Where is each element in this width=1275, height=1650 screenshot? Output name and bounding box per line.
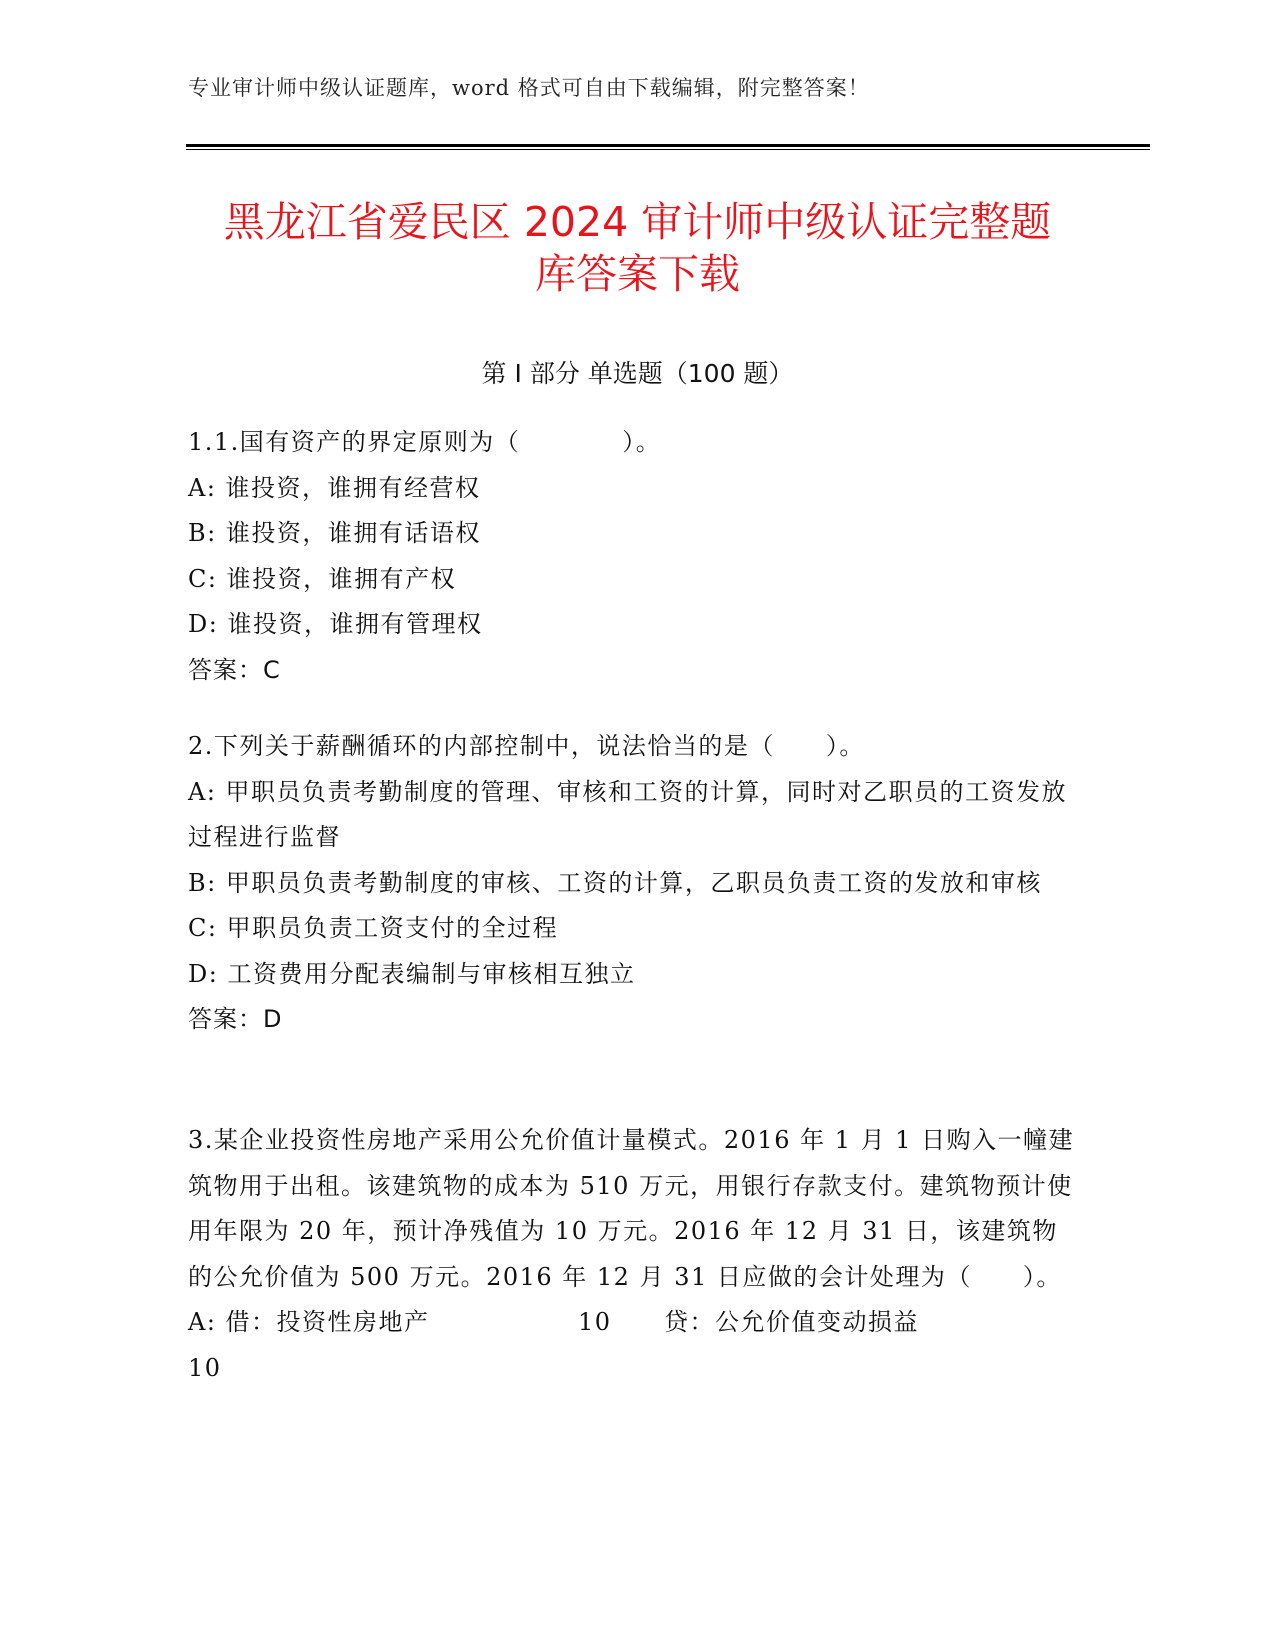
option-c: C: 甲职员负责工资支付的全过程 <box>188 914 559 942</box>
option-a: A: 谁投资，谁拥有经营权 <box>188 473 481 502</box>
question-stem: 2.下列关于薪酬循环的内部控制中，说法恰当的是（ ）。 <box>188 732 865 760</box>
answer: 答案：D <box>188 1005 283 1033</box>
question-1 <box>188 420 1078 693</box>
answer: 答案：C <box>188 655 281 684</box>
option-c: C: 谁投资，谁拥有产权 <box>188 564 457 593</box>
option-a <box>188 1300 1078 1346</box>
option-a-credit-amount: 10 <box>188 1353 222 1382</box>
question-2 <box>188 724 1078 1043</box>
option-a-credit: 贷：公允价值变动损益 <box>664 1308 919 1336</box>
header-note: 专业审计师中级认证题库，word 格式可自由下载编辑，附完整答案！ <box>188 76 870 100</box>
option-b: B: 甲职员负责考勤制度的审核、工资的计算，乙职员负责工资的发放和审核 <box>188 868 1042 897</box>
option-a-debit-amount: 10 <box>578 1308 612 1336</box>
section-title: 第 I 部分 单选题（100 题） <box>481 359 794 388</box>
option-a: A: 甲职员负责考勤制度的管理、审核和工资的计算，同时对乙职员的工资发放过程进行监督 <box>188 777 1068 851</box>
title-line-1: 黑龙江省爱民区 2024 审计师中级认证完整题 <box>223 198 1052 246</box>
option-d: D: 工资费用分配表编制与审核相互独立 <box>188 959 636 988</box>
question-3 <box>188 1118 1078 1391</box>
header-rule-thick <box>186 144 1150 147</box>
option-a-label: A: 借：投资性房地产 <box>188 1308 430 1336</box>
document-title <box>140 196 1135 300</box>
question-stem: 3.某企业投资性房地产采用公允价值计量模式。2016 年 1 月 1 日购入一幢建筑物用于出租。该建筑物的成本为 510 万元，用银行存款支付。建筑物预计使用年限为 20 年，预计净残值为 10 万元。2016 年 12 月 31 日，该建筑物的公允价值为 500 万元。2016 年 12 月 31 日应做的会计处理为（ ）。 <box>188 1126 1075 1291</box>
option-b: B: 谁投资，谁拥有话语权 <box>188 519 481 547</box>
question-stem: 1.1.国有资产的界定原则为（ ）。 <box>188 428 662 456</box>
title-line-2: 库答案下载 <box>535 250 740 298</box>
option-d: D: 谁投资，谁拥有管理权 <box>188 610 483 638</box>
header-rule-thin <box>186 149 1150 150</box>
